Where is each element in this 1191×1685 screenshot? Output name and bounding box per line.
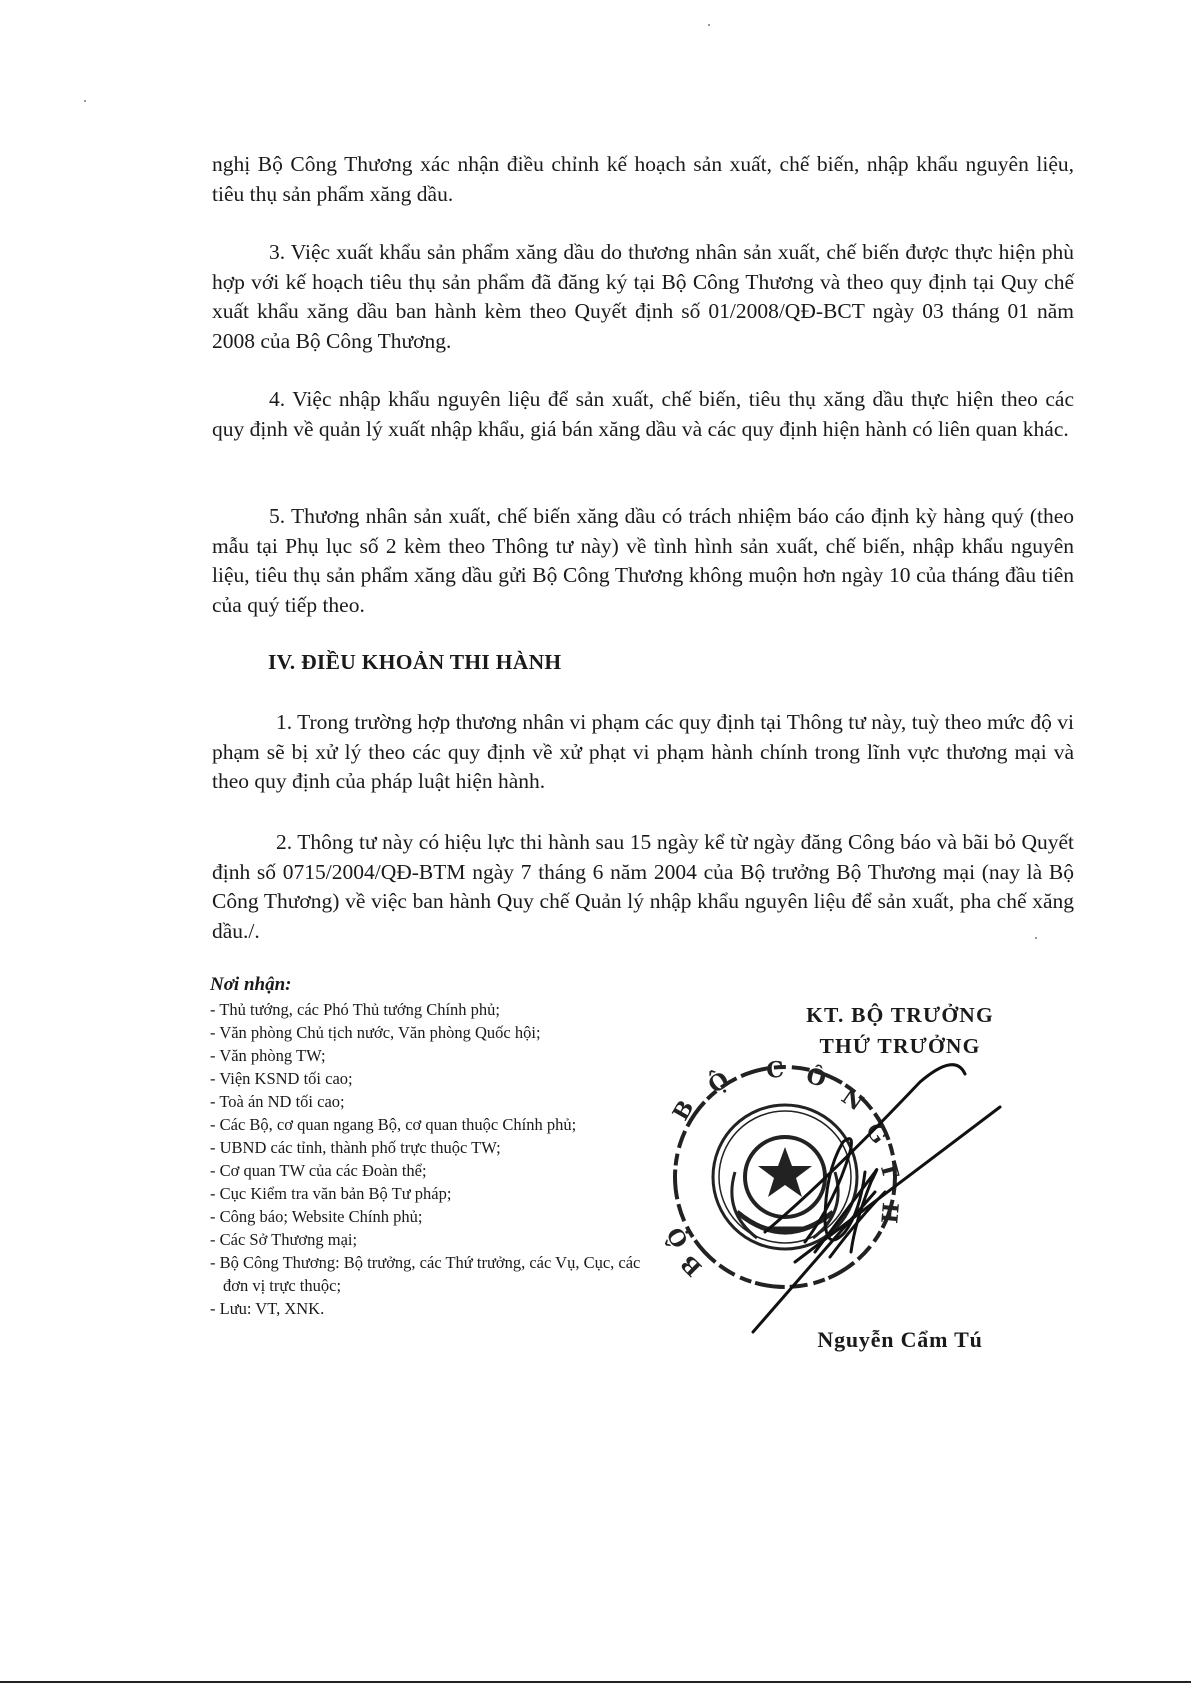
recipients-list [210,972,660,1320]
recipient-item: - Viện KSND tối cao; [210,1069,353,1088]
paragraph-item-3: 3. Việc xuất khẩu sản phẩm xăng dầu do thương nhân sản xuất, chế biến được thực hiện phù hợp với kế hoạch tiêu thụ sản phẩm đã đăng ký tại Bộ Công Thương và theo quy định tại Quy chế xuất khẩu xăng dầu ban hành kèm theo Quyết định số 01/2008/QĐ-BCT ngày 03 tháng 01 năm 2008 của Bộ Công Thương. [212,240,1074,353]
scan-bottom-edge [0,1681,1191,1683]
recipient-item: - Văn phòng Chủ tịch nước, Văn phòng Quốc hội; [210,1023,541,1042]
svg-text:Ộ: Ộ [662,1222,695,1252]
signature-title-line1: KT. BỘ TRƯỞNG [806,1003,994,1027]
recipients-title: Nơi nhận: [210,974,292,995]
section-paragraph-1: 1. Trong trường hợp thương nhân vi phạm các quy định tại Thông tư này, tuỳ theo mức độ vi phạm sẽ bị xử lý theo các quy định về xử phạt vi phạm hành chính trong lĩnh vực thương mại và theo quy định của pháp luật hiện hành. [212,710,1074,793]
svg-text:T: T [874,1158,904,1182]
svg-text:B: B [667,1095,700,1125]
section-heading: IV. ĐIỀU KHOẢN THI HÀNH [268,650,562,674]
recipient-item: - Các Bộ, cơ quan ngang Bộ, cơ quan thuộc Chính phủ; [210,1115,577,1134]
paragraph-continuation: nghị Bộ Công Thương xác nhận điều chỉnh kế hoạch sản xuất, chế biến, nhập khẩu nguyên liệu, tiêu thụ sản phẩm xăng dầu. [212,152,1074,206]
scan-speck [84,100,86,102]
recipient-item: - Các Sở Thương mại; [210,1230,358,1249]
svg-text:C: C [765,1056,785,1084]
recipient-item: - UBND các tỉnh, thành phố trực thuộc TW; [210,1138,501,1157]
recipient-item: - Toà án ND tối cao; [210,1092,345,1111]
svg-text:Ô: Ô [803,1062,829,1093]
signature-title-line2: THỨ TRƯỞNG [819,1034,981,1058]
recipient-item: - Thủ tướng, các Phó Thủ tướng Chính phủ; [210,1000,501,1019]
recipient-item: - Cục Kiểm tra văn bản Bộ Tư pháp; [210,1184,452,1203]
scan-speck [708,24,710,26]
paragraph-item-4: 4. Việc nhập khẩu nguyên liệu để sản xuất, chế biến, tiêu thụ xăng dầu thực hiện theo các quy định về quản lý xuất nhập khẩu, giá bán xăng dầu và các quy định hiện hành có liên quan khác. [212,387,1074,441]
recipient-item: - Cơ quan TW của các Đoàn thể; [210,1161,427,1180]
recipient-item: - Bộ Công Thương: Bộ trưởng, các Thứ trưởng, các Vụ, Cục, các đơn vị trực thuộc; [210,1253,641,1295]
svg-text:G: G [860,1118,893,1149]
recipient-item: - Lưu: VT, XNK. [210,1299,325,1318]
signer-name: Nguyễn Cẩm Tú [817,1327,983,1352]
svg-text:H: H [875,1201,903,1225]
svg-text:B: B [675,1249,708,1282]
recipient-item: - Văn phòng TW; [210,1046,326,1065]
recipient-item: - Công báo; Website Chính phủ; [210,1207,423,1226]
paragraph-item-5: 5. Thương nhân sản xuất, chế biến xăng dầu có trách nhiệm báo cáo định kỳ hàng quý (theo mẫu tại Phụ lục số 2 kèm theo Thông tư này) về tình hình sản xuất, chế biến, nhập khẩu nguyên liệu, tiêu thụ sản phẩm xăng dầu gửi Bộ Công Thương không muộn hơn ngày 10 của tháng đầu tiên của quý tiếp theo. [212,504,1074,617]
svg-text:Ộ: Ộ [703,1066,735,1099]
scan-speck [1035,937,1037,939]
svg-text:N: N [836,1083,868,1117]
official-seal-and-signature [662,1052,1055,1342]
section-paragraph-2: 2. Thông tư này có hiệu lực thi hành sau 15 ngày kể từ ngày đăng Công báo và bãi bỏ Quyết định số 0715/2004/QĐ-BTM ngày 7 tháng 6 năm 2004 của Bộ trưởng Bộ Thương mại (nay là Bộ Công Thương) về việc ban hành Quy chế Quản lý nhập khẩu nguyên liệu để sản xuất, pha chế xăng dầu./. [212,830,1074,943]
